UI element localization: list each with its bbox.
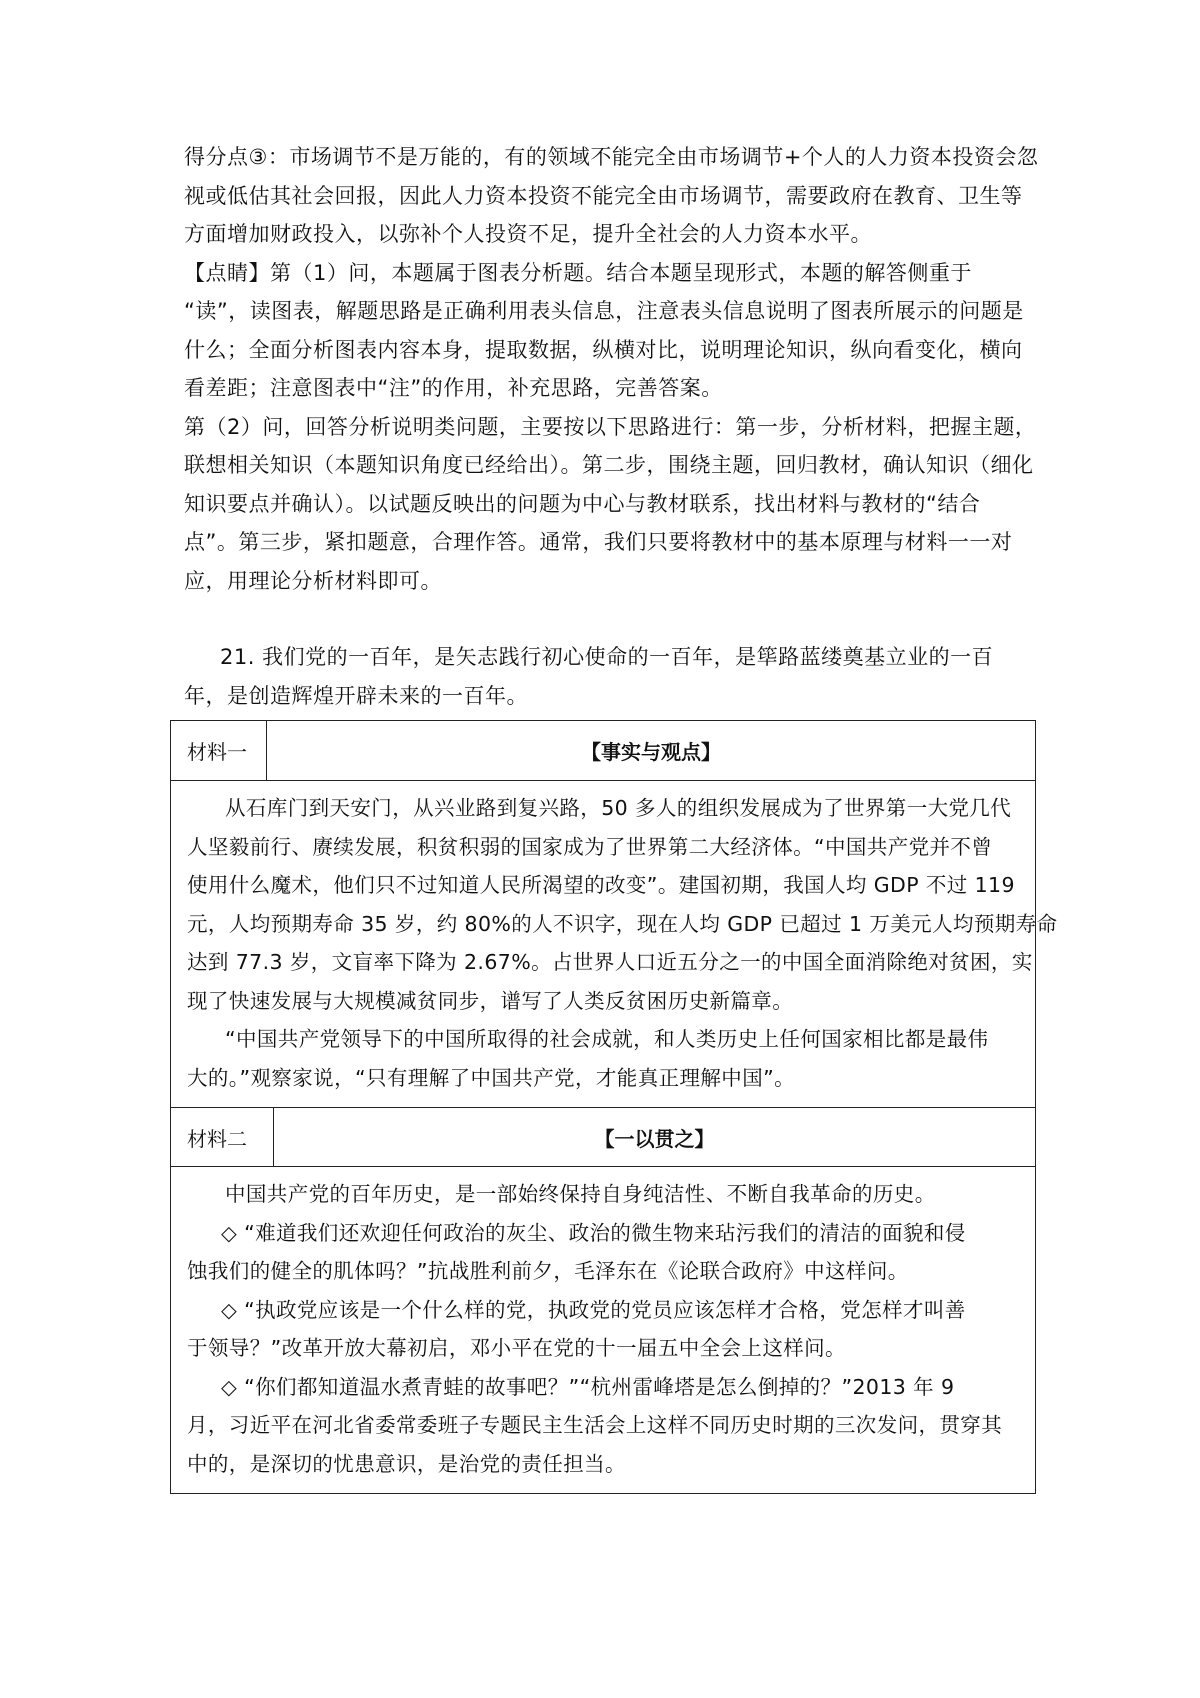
dianjing-line: 联想相关知识（本题知识角度已经给出）。第二步，围绕主题，回归教材，确认知识（细化	[184, 453, 1034, 477]
dianjing-line: 知识要点并确认）。以试题反映出的问题为中心与教材联系，找出材料与教材的“结合	[184, 491, 981, 516]
material2-title: 【一以贯之】	[594, 1126, 715, 1151]
material1-line: 大的。”观察家说，“只有理解了中国共产党，才能真正理解中国”。	[187, 1065, 796, 1090]
dianjing-line: 点”。第三步，紧扣题意，合理作答。通常，我们只要将教材中的基本原理与材料一一对	[184, 530, 1013, 554]
material1-line: 从石库门到天安门，从兴业路到复兴路，50 多人的组织发展成为了世界第一大党几代	[225, 796, 1012, 820]
material2-header	[171, 1107, 1035, 1167]
material2-line: ◇ “执政党应该是一个什么样的党，执政党的党员应该怎样才合格，党怎样才叫善	[221, 1297, 966, 1322]
dianjing-line: 第（2）问，回答分析说明类问题，主要按以下思路进行：第一步，分析材料，把握主题，	[184, 414, 1037, 439]
material1-line: 人坚毅前行、赓续发展，积贫积弱的国家成为了世界第二大经济体。“中国共产党并不曾	[187, 834, 993, 859]
material1-header	[171, 721, 1035, 781]
material1-line: 达到 77.3 岁，文盲率下降为 2.67%。占世界人口近五分之一的中国全面消除绝对贫困，实	[187, 950, 1033, 974]
material1-line: “中国共产党领导下的中国所取得的社会成就，和人类历史上任何国家相比都是最伟	[225, 1027, 989, 1051]
material1-line: 元，人均预期寿命 35 岁，约 80%的人不识字，现在人均 GDP 已超过 1 万美元人均预期寿命	[187, 911, 1058, 936]
material2-line: 蚀我们的健全的肌体吗？”抗战胜利前夕，毛泽东在《论联合政府》中这样问。	[187, 1259, 909, 1283]
dianjing-line: 看差距；注意图表中“注”的作用，补充思路，完善答案。	[184, 376, 723, 400]
question-line: 21. 我们党的一百年，是矢志践行初心使命的一百年，是筚路蓝缕奠基立业的一百	[220, 645, 994, 669]
material-table	[170, 720, 1058, 1494]
material2-line: 中国共产党的百年历史，是一部始终保持自身纯洁性、不断自我革命的历史。	[225, 1182, 936, 1206]
answer-line: 得分点③：市场调节不是万能的，有的领域不能完全由市场调节+个人的人力资本投资会忽	[184, 145, 1039, 169]
material2-line: 中的，是深切的忧患意识，是治党的责任担当。	[187, 1451, 626, 1476]
answer-explanation	[184, 138, 1039, 600]
material1-body	[171, 781, 1058, 1107]
dianjing-line: 什么；全面分析图表内容本身，提取数据，纵横对比，说明理论知识，纵向看变化，横向	[184, 337, 1023, 362]
material2-line: 月，习近平在河北省委常委班子专题民主生活会上这样不同历史时期的三次发问，贯穿其	[187, 1413, 1003, 1437]
material2-line: ◇ “你们都知道温水煮青蛙的故事吧？”“杭州雷峰塔是怎么倒掉的？”2013 年 9	[221, 1374, 955, 1399]
question-line: 年，是创造辉煌开辟未来的一百年。	[184, 683, 528, 708]
material2-body	[171, 1167, 1035, 1493]
material1-line: 现了快速发展与大规模减贫同步，谱写了人类反贫困历史新篇章。	[187, 988, 794, 1013]
material1-line: 使用什么魔术，他们只不过知道人民所渴望的改变”。建国初期，我国人均 GDP 不过 119	[187, 873, 1015, 897]
material2-label: 材料二	[171, 1108, 274, 1166]
material2-line: ◇ “难道我们还欢迎任何政治的灰尘、政治的微生物来玷污我们的清洁的面貌和侵	[221, 1220, 966, 1245]
dianjing-line: 应，用理论分析材料即可。	[184, 568, 442, 593]
material1-title: 【事实与观点】	[581, 740, 721, 764]
material1-label: 材料一	[171, 721, 267, 780]
dianjing-line: “读”，读图表，解题思路是正确利用表头信息，注意表头信息说明了图表所展示的问题是	[184, 299, 1024, 323]
answer-line: 方面增加财政投入，以弥补个人投资不足，提升全社会的人力资本水平。	[184, 222, 872, 246]
dianjing-line: 【点睛】第（1）问，本题属于图表分析题。结合本题呈现形式，本题的解答侧重于	[184, 260, 972, 285]
material2-line: 于领导？”改革开放大幕初启，邓小平在党的十一届五中全会上这样问。	[187, 1336, 846, 1360]
question-21-stem	[184, 638, 1036, 715]
answer-line: 视或低估其社会回报，因此人力资本投资不能完全由市场调节，需要政府在教育、卫生等	[184, 183, 1023, 208]
